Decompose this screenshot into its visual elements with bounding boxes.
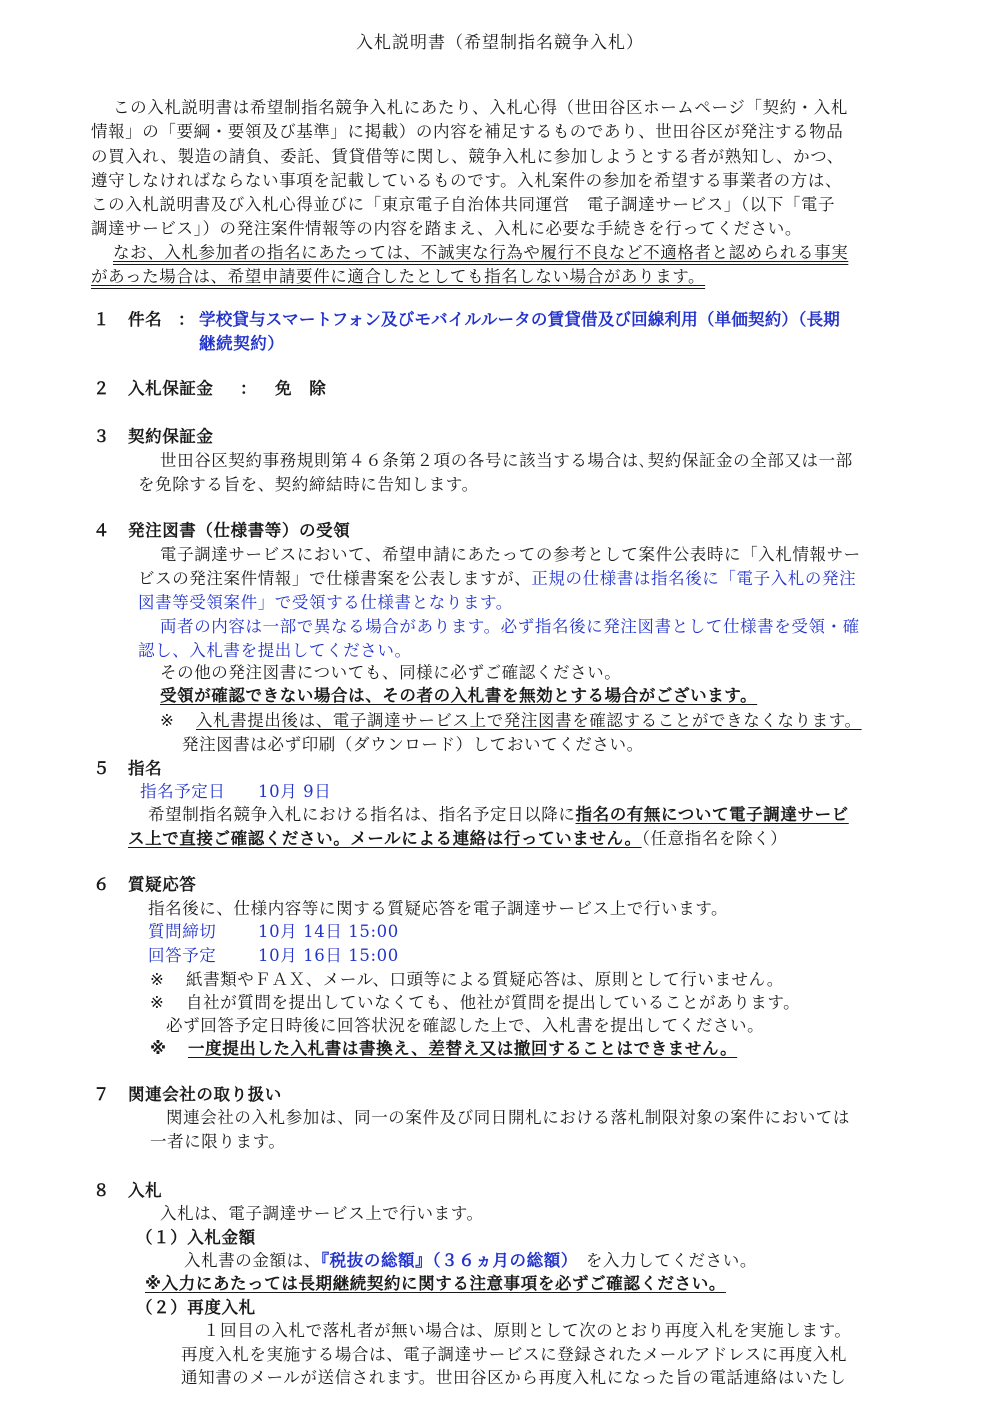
section-4-p1-line-2-plain: ビスの発注案件情報」で仕様書案を公表しますが、 bbox=[138, 569, 532, 588]
section-8-sub1-line bbox=[184, 1250, 757, 1272]
section-6-note-2-mark: ※ bbox=[150, 993, 165, 1012]
section-6-note-2: 自社が質問を提出していなくても、他社が質問を提出していることがあります。 bbox=[186, 993, 801, 1012]
section-2-colon: ： bbox=[240, 379, 258, 398]
section-4-p1-line-3: 図書等受領案件」で受領する仕様書となります。 bbox=[138, 593, 513, 612]
section-5-line-1-plain: 希望制指名競争入札における指名は、指名予定日以降に bbox=[148, 805, 576, 824]
section-7-line-1: 関連会社の入札参加は、同一の案件及び同日開札における落札制限対象の案件においては bbox=[166, 1108, 850, 1127]
section-2-number: ２ bbox=[93, 379, 111, 398]
section-3-heading: 契約保証金 bbox=[128, 427, 214, 446]
section-6-intro: 指名後に、仕様内容等に関する質疑応答を電子調達サービス上で行います。 bbox=[148, 899, 729, 918]
section-4-p2-line-2: 認し、入札書を提出してください。 bbox=[138, 641, 412, 660]
section-4-p1-line-2-blue: 正規の仕様書は指名後に「電子入札の発注 bbox=[531, 569, 857, 588]
nomination-date-label: 指名予定日 bbox=[140, 782, 226, 801]
section-3-line-2: を免除する旨を、契約締結時に告知します。 bbox=[138, 475, 479, 494]
section-6-note-1-mark: ※ bbox=[150, 970, 165, 989]
section-6-note-1: 紙書類やＦＡＸ、メール、口頭等による質疑応答は、原則として行いません。 bbox=[186, 970, 784, 989]
section-5-line-2 bbox=[128, 828, 787, 850]
section-3-number: ３ bbox=[93, 427, 111, 446]
section-8-sub1-heading: （１）入札金額 bbox=[136, 1228, 256, 1247]
section-6-heading: 質疑応答 bbox=[128, 875, 197, 894]
answer-date-value: 10月 16日 15:00 bbox=[258, 946, 399, 965]
section-8-intro: 入札は、電子調達サービス上で行います。 bbox=[160, 1204, 484, 1223]
section-7-line-2: 一者に限ります。 bbox=[150, 1132, 286, 1151]
section-8-sub2-heading: （２）再度入札 bbox=[136, 1298, 256, 1317]
bid-deposit-value: 免 除 bbox=[275, 379, 327, 398]
section-4-p2-line-1: 両者の内容は一部で異なる場合があります。必ず指名後に発注図書として仕様書を受領・確 bbox=[160, 617, 860, 636]
nomination-date-value: 10月 9日 bbox=[258, 782, 332, 801]
item-title-line-2: 継続契約） bbox=[199, 334, 285, 353]
section-3-line-1: 世田谷区契約事務規則第４６条第２項の各号に該当する場合は､契約保証金の全部又は一部 bbox=[160, 451, 853, 470]
section-4-note-line-2: 発注図書は必ず印刷（ダウンロード）しておいてください。 bbox=[182, 735, 644, 754]
section-7-number: ７ bbox=[93, 1085, 111, 1104]
section-4-p3: その他の発注図書についても、同様に必ずご確認ください。 bbox=[160, 663, 622, 682]
question-deadline-value: 10月 14日 15:00 bbox=[258, 922, 399, 941]
section-5-line-1-emph: 指名の有無について電子調達サービ bbox=[575, 805, 849, 824]
section-6-note-3: 一度提出した入札書は書換え、差替え又は撤回することはできません。 bbox=[188, 1039, 738, 1058]
section-5-number: ５ bbox=[93, 759, 111, 778]
section-4-p1-line-2 bbox=[138, 568, 856, 590]
item-title-line-1: 学校貸与スマートフォン及びモバイルルータの賃貸借及び回線利用（単価契約）（長期 bbox=[199, 310, 840, 329]
section-5-heading: 指名 bbox=[128, 759, 163, 778]
intro-line-3: の買入れ、製造の請負、委託、賃貸借等に関し、競争入札に参加しようとする者が熟知し、かつ、 bbox=[91, 147, 844, 166]
section-8-sub1-post: を入力してください。 bbox=[585, 1251, 757, 1270]
section-4-p1-line-1: 電子調達サービスにおいて、希望申請にあたっての参考として案件公表時に「入札情報サー bbox=[160, 545, 861, 564]
section-8-number: ８ bbox=[93, 1181, 111, 1200]
section-5-line-2-plain: （任意指名を除く） bbox=[641, 829, 788, 848]
intro-line-6: 調達サービス」）の発注案件情報等の内容を踏まえ、入札に必要な手続きを行ってください。 bbox=[91, 219, 802, 238]
intro-line-4: 遵守しなければならない事項を記載しているものです。入札案件の参加を希望する事業者の方は、 bbox=[91, 171, 843, 190]
section-5-line-1 bbox=[148, 804, 849, 826]
section-1-colon: ： bbox=[178, 310, 196, 329]
section-5-line-2-emph: ス上で直接ご確認ください。メールによる連絡は行っていません。 bbox=[128, 829, 642, 848]
section-4-number: ４ bbox=[93, 521, 111, 540]
intro-line-5: この入札説明書及び入札心得並びに「東京電子自治体共同運営 電子調達サービス」（以下「電子 bbox=[91, 195, 836, 214]
section-4-warning: 受領が確認できない場合は、その者の入札書を無効とする場合がございます。 bbox=[160, 686, 758, 705]
intro-line-1: この入札説明書は希望制指名競争入札にあたり、入札心得（世田谷区ホームページ「契約・入札 bbox=[113, 98, 848, 117]
section-1-heading: 件名 bbox=[128, 310, 163, 329]
section-8-sub1-blue: 『税抜の総額』（３６ヵ月の総額） bbox=[320, 1251, 578, 1270]
section-6-note-3-mark: ※ bbox=[150, 1039, 167, 1058]
section-8-sub2-line-2: 再度入札を実施する場合は、電子調達サービスに登録されたメールアドレスに再度入札 bbox=[181, 1345, 848, 1364]
section-4-note-line-1: 入札書提出後は、電子調達サービス上で発注図書を確認することができなくなります。 bbox=[196, 711, 862, 730]
document-title: 入札説明書（希望制指名競争入札） bbox=[356, 33, 644, 53]
section-8-heading: 入札 bbox=[128, 1181, 163, 1200]
question-deadline-label: 質問締切 bbox=[148, 922, 217, 941]
intro-line-2: 情報」の「要綱・要領及び基準」に掲載）の内容を補足するものであり、世田谷区が発注する物品 bbox=[91, 122, 844, 141]
section-8-sub2-line-3: 通知書のメールが送信されます。世田谷区から再度入札になった旨の電話連絡はいたし bbox=[181, 1368, 847, 1387]
section-6-number: ６ bbox=[93, 875, 111, 894]
section-1-number: １ bbox=[93, 310, 111, 329]
section-4-heading: 発注図書（仕様書等）の受領 bbox=[128, 521, 351, 540]
section-2-heading: 入札保証金 bbox=[128, 379, 214, 398]
intro-note-line-1: なお、入札参加者の指名にあたっては、不誠実な行為や履行不良など不適格者と認められる事実 bbox=[113, 243, 849, 262]
section-8-sub1-note: ※入力にあたっては長期継続契約に関する注意事項を必ずご確認ください。 bbox=[145, 1274, 726, 1293]
answer-date-label: 回答予定 bbox=[148, 946, 217, 965]
section-6-note-2-cont: 必ず回答予定日時後に回答状況を確認した上で、入札書を提出してください。 bbox=[166, 1016, 765, 1035]
section-8-sub1-pre: 入札書の金額は、 bbox=[184, 1251, 321, 1270]
section-4-note-mark: ※ bbox=[160, 711, 175, 730]
intro-note-line-2: があった場合は、希望申請要件に適合したとしても指名しない場合があります。 bbox=[91, 267, 706, 286]
section-7-heading: 関連会社の取り扱い bbox=[128, 1085, 282, 1104]
section-8-sub2-line-1: １回目の入札で落札者が無い場合は、原則として次のとおり再度入札を実施します。 bbox=[203, 1321, 852, 1340]
